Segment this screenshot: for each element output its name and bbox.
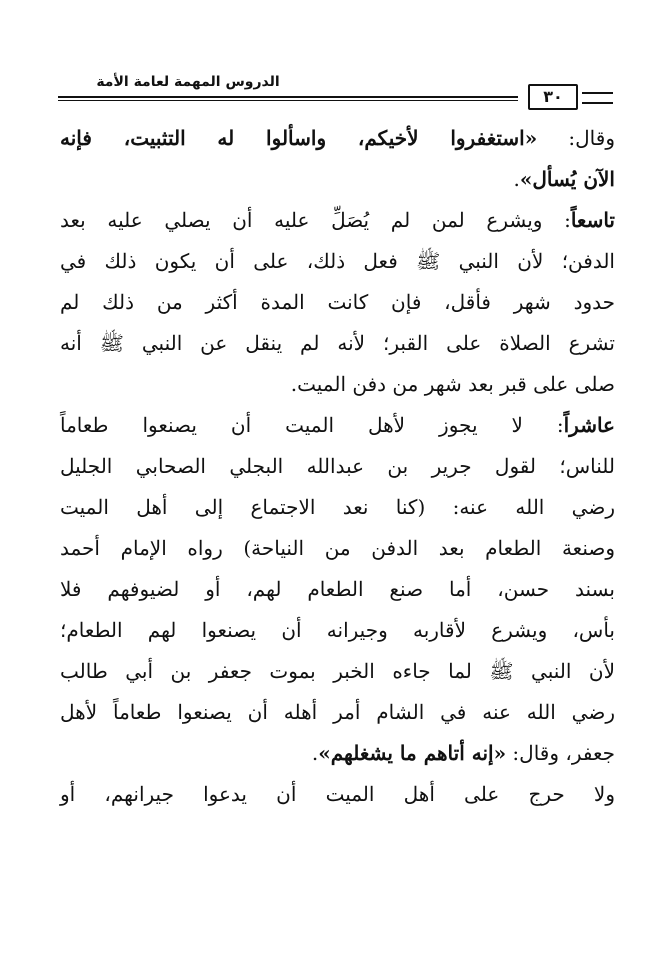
- bold-text: «إنه أتاهم ما يشغلهم»: [318, 741, 507, 765]
- text-span: للناس؛ لقول جرير بن عبدالله البجلي الصحابي الجليل: [60, 454, 615, 478]
- text-span: .: [311, 741, 319, 765]
- text-line: [60, 610, 615, 651]
- running-title: الدروس المهمة لعامة الأمة: [96, 74, 280, 90]
- text-span: جعفر، وقال:: [506, 741, 615, 765]
- text-span: صلى على قبر بعد شهر من دفن الميت.: [290, 372, 615, 396]
- text-line: [60, 651, 615, 692]
- text-span: : لا يجوز لأهل الميت أن يصنعوا طعاماً: [60, 413, 564, 437]
- bold-text: «استغفروا لأخيكم، واسألوا له التثبيت، فإنه: [60, 126, 538, 150]
- bold-text: تاسعاً: [570, 208, 615, 232]
- text-line: [60, 323, 615, 364]
- text-line: [60, 733, 615, 774]
- text-line: [60, 569, 615, 610]
- text-line: [60, 159, 615, 200]
- bold-text: الآن يُسأل»: [519, 167, 615, 191]
- text-line: [60, 446, 615, 487]
- text-line: [60, 241, 615, 282]
- bold-text: عاشراً: [563, 413, 615, 437]
- body-text: [60, 118, 615, 815]
- text-span: : ويشرع لمن لم يُصَلِّ عليه أن يصلي عليه بعد: [60, 208, 571, 232]
- header-rule-end: [582, 92, 613, 104]
- text-line: [60, 528, 615, 569]
- text-span: رضي الله عنه: (كنا نعد الاجتماع إلى أهل الميت: [60, 495, 615, 519]
- text-line: [60, 405, 615, 446]
- text-span: لأن النبي ﷺ لما جاءه الخبر بموت جعفر بن أبي طالب: [60, 659, 615, 683]
- text-line: [60, 118, 615, 159]
- text-line: [60, 282, 615, 323]
- text-span: بسند حسن، أما صنع الطعام لهم، أو لضيوفهم فلا: [60, 577, 615, 601]
- text-span: وصنعة الطعام بعد الدفن من النياحة) رواه الإمام أحمد: [60, 536, 615, 560]
- text-line: [60, 487, 615, 528]
- text-span: بأس، ويشرع لأقاربه وجيرانه أن يصنعوا لهم الطعام؛: [60, 618, 615, 642]
- text-span: حدود شهر فأقل، فإن كانت المدة أكثر من ذلك لم: [60, 290, 615, 314]
- text-span: تشرع الصلاة على القبر؛ لأنه لم ينقل عن النبي ﷺ أنه: [60, 331, 615, 355]
- text-line: [60, 692, 615, 733]
- text-span: .: [513, 167, 520, 191]
- header-rule: [58, 96, 518, 101]
- page-header: [58, 74, 613, 112]
- text-line: [60, 774, 615, 815]
- text-line: [60, 364, 615, 405]
- text-line: [60, 200, 615, 241]
- text-span: الدفن؛ لأن النبي ﷺ فعل ذلك، على أن يكون ذلك في: [60, 249, 615, 273]
- text-span: ولا حرج على أهل الميت أن يدعوا جيرانهم، أو: [60, 782, 615, 806]
- page-number: ٣٠: [528, 84, 578, 110]
- text-span: رضي الله عنه في الشام أمر أهله أن يصنعوا طعاماً لأهل: [60, 700, 615, 724]
- text-span: وقال:: [537, 126, 615, 150]
